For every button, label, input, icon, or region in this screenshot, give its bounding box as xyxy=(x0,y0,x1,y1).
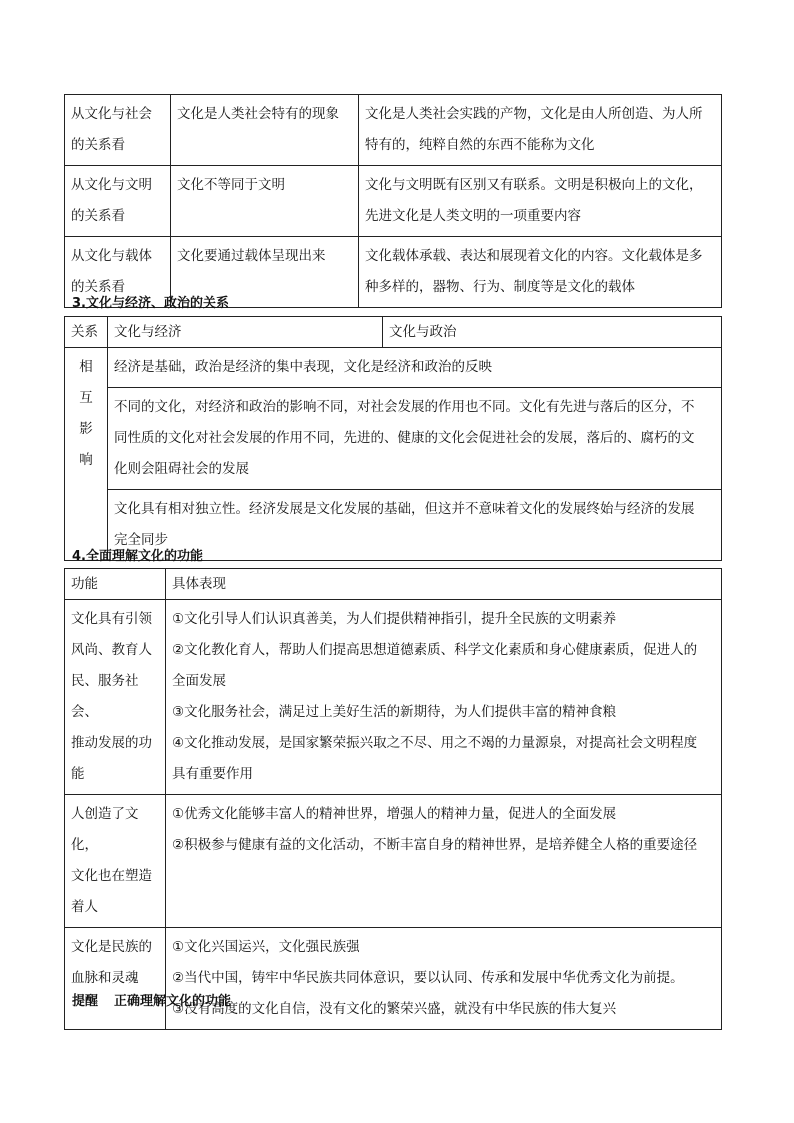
function-cell: 人创造了文化， 文化也在塑造 着人 xyxy=(65,795,166,928)
point-cell: 文化要通过载体呈现出来 xyxy=(171,237,359,308)
table-row xyxy=(65,95,722,166)
content-cell: 文化具有相对独立性。经济发展是文化发展的基础，但这并不意味着文化的发展终始与经济的发展 完全同步 xyxy=(108,490,722,561)
explain-cell: 文化载体承载、表达和展现着文化的内容。文化载体是多 种多样的，器物、行为、制度等是文化的载体 xyxy=(359,237,722,308)
point-cell: 文化不等同于文明 xyxy=(171,166,359,237)
header-cell: 文化与政治 xyxy=(383,317,722,348)
aspect-cell: 从文化与载体 的关系看 xyxy=(65,237,171,308)
details-cell: ①文化引导人们认识真善美，为人们提供精神指引，提升全民族的文明素养 ②文化教化育人，帮助人们提高思想道德素质、科学文化素质和身心健康素质，促进人的 全面发展 ③文化服务社会，满足过上美好生活的新期待，为人们提供丰富的精神食粮 ④文化推动发展，是国家繁荣振兴取之不尽、用之不竭的力量源泉，对提高社会文明程度 具有重要作用 xyxy=(166,600,722,795)
section-3-title: 3.文化与经济、政治的关系 xyxy=(72,296,229,311)
header-cell: 功能 xyxy=(65,569,166,600)
header-cell: 文化与经济 xyxy=(108,317,383,348)
hint-text: 正确理解文化的功能 xyxy=(114,994,232,1009)
explain-cell: 文化是人类社会实践的产物，文化是由人所创造、为人所 特有的，纯粹自然的东西不能称为文化 xyxy=(359,95,722,166)
economy-politics-table xyxy=(64,316,722,561)
table-row xyxy=(65,166,722,237)
details-cell: ①优秀文化能够丰富人的精神世界，增强人的精神力量，促进人的全面发展 ②积极参与健康有益的文化活动，不断丰富自身的精神世界，是培养健全人格的重要途径 xyxy=(166,795,722,928)
table-row xyxy=(65,348,722,388)
aspect-cell: 从文化与社会 的关系看 xyxy=(65,95,171,166)
aspect-cell: 从文化与文明 的关系看 xyxy=(65,166,171,237)
point-cell: 文化是人类社会特有的现象 xyxy=(171,95,359,166)
side-label-cell: 相 互 影 响 xyxy=(65,348,108,561)
culture-relations-table xyxy=(64,94,722,308)
function-cell: 文化具有引领 风尚、教育人 民、服务社会、 推动发展的功 能 xyxy=(65,600,166,795)
table-row xyxy=(65,388,722,490)
hint-label: 提醒 xyxy=(72,994,99,1009)
explain-cell: 文化与文明既有区别又有联系。文明是积极向上的文化， 先进文化是人类文明的一项重要内容 xyxy=(359,166,722,237)
content-cell: 经济是基础，政治是经济的集中表现，文化是经济和政治的反映 xyxy=(108,348,722,388)
details-cell: ①文化兴国运兴，文化强民族强 ②当代中国，铸牢中华民族共同体意识，要以认同、传承和发展中华优秀文化为前提。 ③没有高度的文化自信，没有文化的繁荣兴盛，就没有中华民族的伟大复兴 xyxy=(166,928,722,1030)
header-cell: 具体表现 xyxy=(166,569,722,600)
table-header-row xyxy=(65,569,722,600)
table-row xyxy=(65,795,722,928)
hint-line xyxy=(72,990,231,1009)
table-header-row xyxy=(65,317,722,348)
table-row xyxy=(65,928,722,1030)
section-4-title: 4.全面理解文化的功能 xyxy=(72,549,203,564)
function-cell: 文化是民族的 血脉和灵魂 xyxy=(65,928,166,1030)
content-cell: 不同的文化，对经济和政治的影响不同，对社会发展的作用也不同。文化有先进与落后的区分，不 同性质的文化对社会发展的作用不同，先进的、健康的文化会促进社会的发展，落后的、腐朽的文 化则会阻碍社会的发展 xyxy=(108,388,722,490)
header-cell: 关系 xyxy=(65,317,108,348)
culture-functions-table xyxy=(64,568,722,1030)
table-row xyxy=(65,600,722,795)
